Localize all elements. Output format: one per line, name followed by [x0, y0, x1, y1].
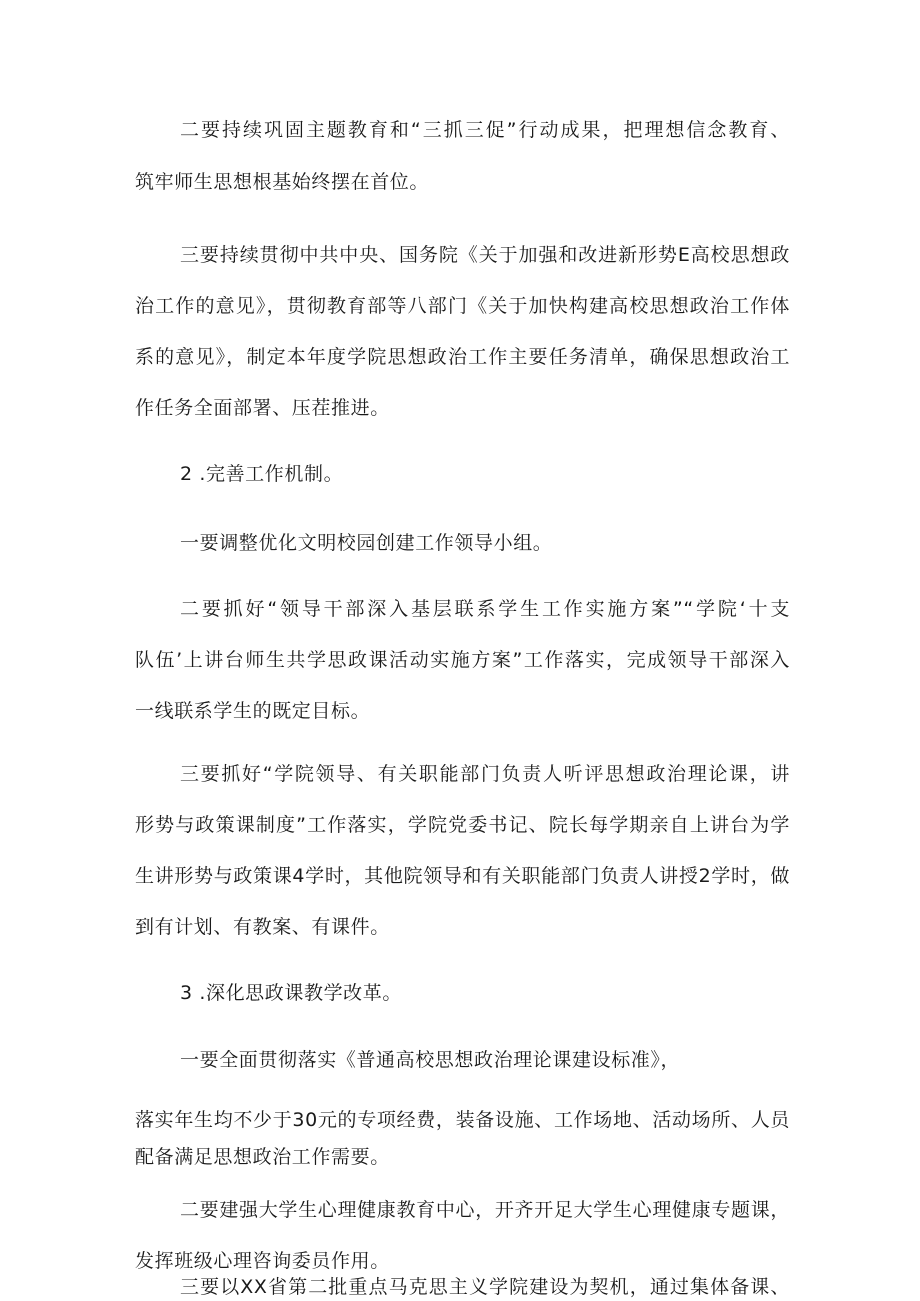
- paragraph-line: 一线联系学生的既定目标。: [135, 700, 371, 722]
- paragraph-line: 三要持续贯彻中共中央、国务院《关于加强和改进新形势E高校思想政: [180, 244, 790, 266]
- paragraph-line: 治工作的意见》，贯彻教育部等八部门《关于加快构建高校思想政治工作体: [135, 295, 790, 317]
- paragraph-line: 筑牢师生思想根基始终摆在首位。: [135, 171, 430, 193]
- paragraph-line: 落实年生均不少于30元的专项经费，装备设施、工作场地、活动场所、人员: [135, 1109, 790, 1131]
- paragraph-line: 一要调整优化文明校园创建工作领导小组。: [180, 532, 553, 554]
- paragraph-line: 三要抓好“学院领导、有关职能部门负责人听评思想政治理论课，讲: [180, 763, 790, 785]
- paragraph-line: 作任务全面部署、压茬推进。: [135, 397, 390, 419]
- paragraph-line: 系的意见》，制定本年度学院思想政治工作主要任务清单，确保思想政治工: [135, 346, 790, 368]
- section-heading: 2 .完善工作机制。: [180, 463, 344, 485]
- paragraph-line: 二要抓好“领导干部深入基层联系学生工作实施方案”“学院‘十支: [180, 598, 790, 620]
- paragraph-line: 三要以XX省第二批重点马克思主义学院建设为契机，通过集体备课、: [180, 1276, 790, 1298]
- paragraph-line: 队伍’上讲台师生共学思政课活动实施方案”工作落实，完成领导干部深入: [135, 649, 790, 671]
- paragraph-line: 二要持续巩固主题教育和“三抓三促”行动成果，把理想信念教育、: [180, 119, 790, 141]
- paragraph-line: 生讲形势与政策课4学时，其他院领导和有关职能部门负责人讲授2学时，做: [135, 865, 790, 887]
- paragraph-line: 配备满足思想政治工作需要。: [135, 1146, 390, 1168]
- paragraph-line: 形势与政策课制度”工作落实，学院党委书记、院长每学期亲自上讲台为学: [135, 814, 790, 836]
- paragraph-line: 发挥班级心理咨询委员作用。: [135, 1250, 390, 1272]
- paragraph-line: 二要建强大学生心理健康教育中心，开齐开足大学生心理健康专题课，: [180, 1199, 790, 1221]
- paragraph-line: 一要全面贯彻落实《普通高校思想政治理论课建设标准》，: [180, 1049, 681, 1071]
- paragraph-line: 到有计划、有教案、有课件。: [135, 916, 390, 938]
- section-heading: 3 .深化思政课教学改革。: [180, 982, 402, 1004]
